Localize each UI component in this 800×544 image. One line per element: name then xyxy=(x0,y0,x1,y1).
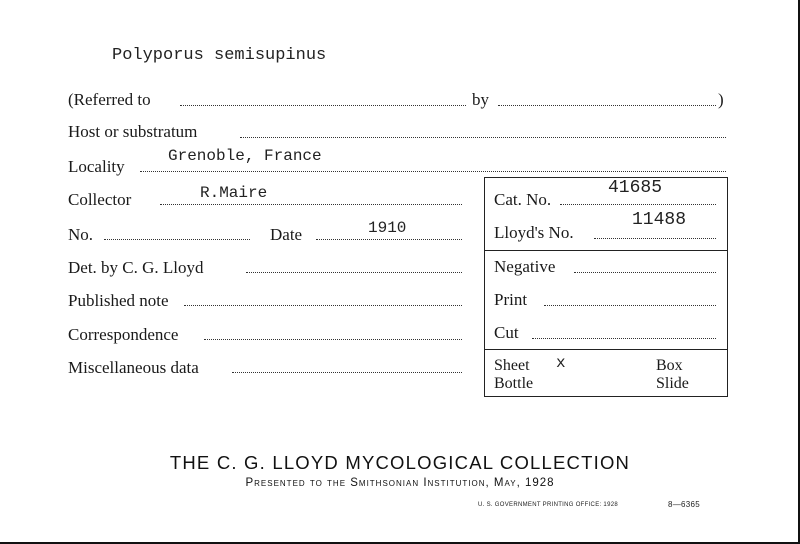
species-name: Polyporus semisupinus xyxy=(112,46,327,65)
referred-close-paren: ) xyxy=(718,90,724,109)
cat-no-value: 41685 xyxy=(608,178,663,198)
locality-label: Locality xyxy=(68,157,125,176)
collector-value: R.Maire xyxy=(200,184,268,202)
date-label: Date xyxy=(270,225,303,244)
lloyds-no-line xyxy=(594,238,716,239)
cut-label: Cut xyxy=(494,323,519,342)
referred-to-label: (Referred to xyxy=(68,90,151,109)
cat-no-line xyxy=(560,204,716,205)
published-note-line xyxy=(184,305,462,306)
collection-subtitle: Presented to the Smithsonian Institution, May, 1928 xyxy=(245,477,555,489)
locality-value: Grenoble, France xyxy=(168,147,322,165)
locality-line xyxy=(140,171,726,172)
collection-title: THE C. G. LLOYD MYCOLOGICAL COLLECTION xyxy=(169,452,631,473)
no-line xyxy=(104,239,250,240)
host-label: Host or substratum xyxy=(68,122,198,141)
form-number: 8—6365 xyxy=(668,500,701,509)
date-line xyxy=(316,239,462,240)
print-label: Print xyxy=(494,290,528,309)
host-line xyxy=(240,137,726,138)
box-divider-2 xyxy=(484,349,727,350)
cut-line xyxy=(532,338,716,339)
referred-to-line xyxy=(180,105,466,106)
sheet-label: Sheet xyxy=(494,357,530,374)
collector-line xyxy=(160,204,462,205)
box-label: Box xyxy=(656,357,683,374)
box-divider-1 xyxy=(484,250,727,251)
published-note-label: Published note xyxy=(68,291,169,310)
miscellaneous-label: Miscellaneous data xyxy=(68,358,199,377)
date-value: 1910 xyxy=(368,219,407,237)
collector-label: Collector xyxy=(68,190,132,209)
correspondence-label: Correspondence xyxy=(68,325,179,344)
negative-label: Negative xyxy=(494,257,556,276)
slide-label: Slide xyxy=(656,375,689,392)
referred-by-line xyxy=(498,105,716,106)
printing-office-note: U. S. GOVERNMENT PRINTING OFFICE: 1928 xyxy=(478,502,618,508)
referred-by-label: by xyxy=(472,90,489,109)
bottle-label: Bottle xyxy=(494,375,534,392)
lloyds-no-label: Lloyd's No. xyxy=(494,223,574,242)
cat-no-label: Cat. No. xyxy=(494,190,552,209)
print-line xyxy=(544,305,716,306)
lloyds-no-value: 11488 xyxy=(632,210,687,230)
sheet-mark: x xyxy=(556,354,566,372)
negative-line xyxy=(574,272,716,273)
correspondence-line xyxy=(204,339,462,340)
det-by-line xyxy=(246,272,462,273)
det-by-label: Det. by C. G. Lloyd xyxy=(68,258,204,277)
miscellaneous-line xyxy=(232,372,462,373)
no-label: No. xyxy=(68,225,94,244)
